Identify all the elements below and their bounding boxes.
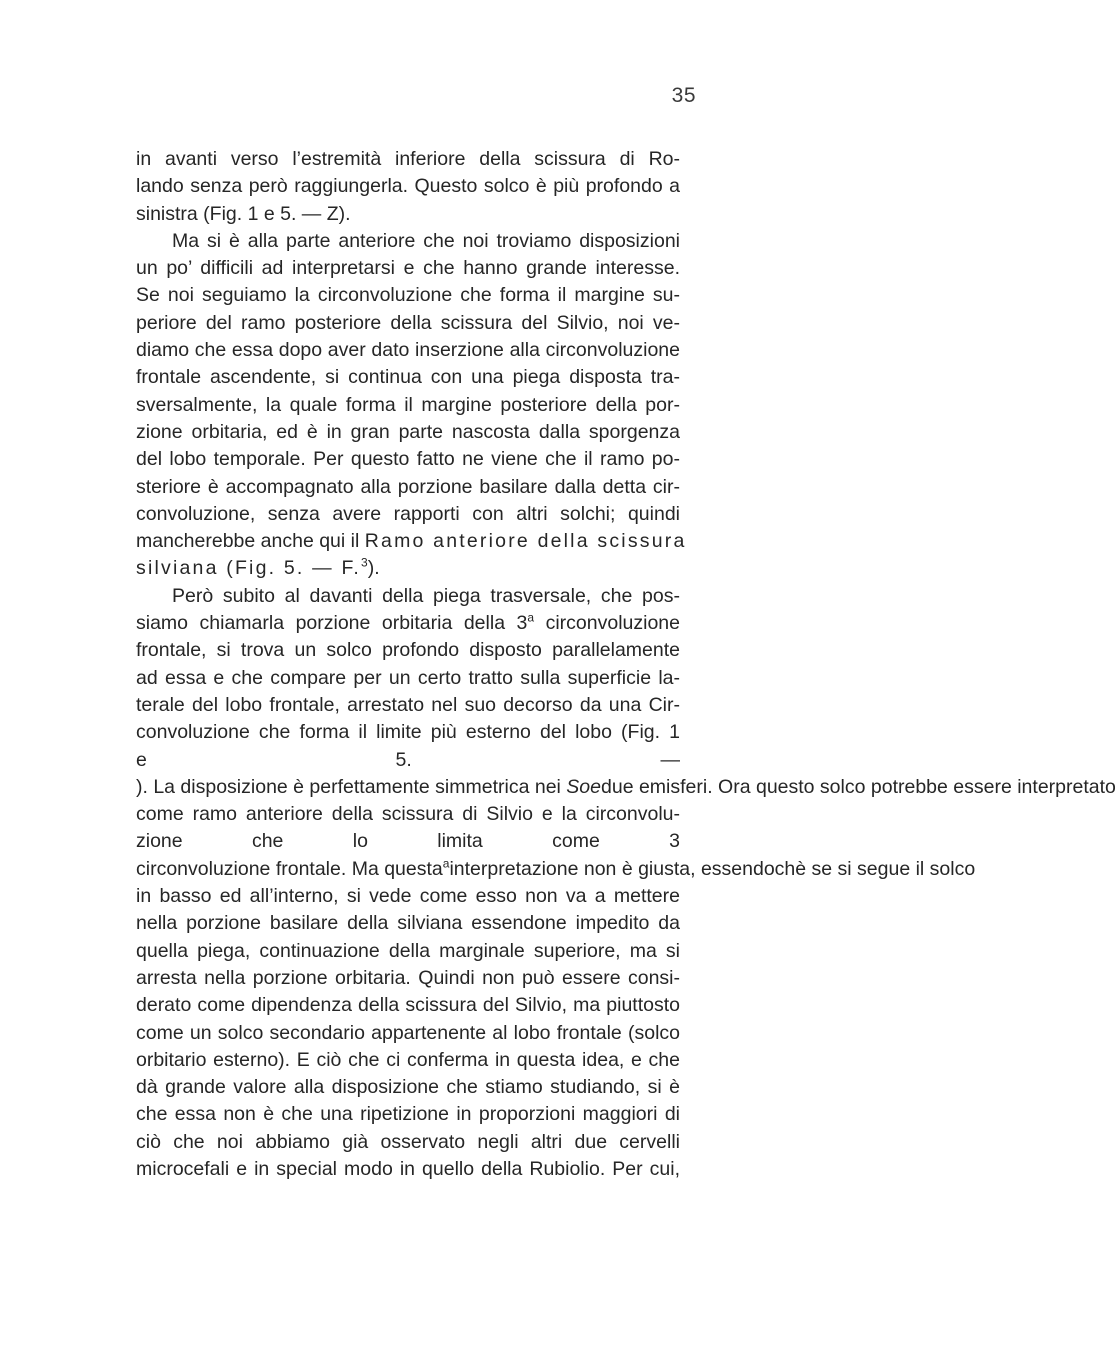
text-line: in basso ed all’interno, si vede come esso non va a mettere (136, 885, 680, 908)
text-line: Però subito al davanti della piega trasversale, che pos- (172, 584, 680, 607)
text-line: ciò che noi abbiamo già osservato negli altri due cervelli (136, 1130, 680, 1153)
superscript: a (442, 856, 450, 871)
text-segment: circonvoluzione frontale. Ma questa (136, 857, 443, 880)
text-line: frontale ascendente, si continua con una piega disposta tra- (136, 366, 680, 389)
text-line: steriore è accompagnato alla porzione basilare dalla detta cir- (136, 475, 680, 498)
text-segment: interpretazione non è giusta, essendochè se si segue il solco (449, 857, 976, 880)
superscript: 3 (361, 555, 368, 570)
superscript: a (527, 610, 535, 625)
emphasized-term: Ramo anteriore della scissura (364, 530, 687, 553)
text-line: microcefali e in special modo in quello della Rubiolio. Per cui, (136, 1157, 680, 1180)
text-line: periore del ramo posteriore della scissura del Silvio, noi ve- (136, 311, 680, 334)
text-line: convoluzione che forma il limite più esterno del lobo (Fig. 1 (136, 721, 680, 744)
text-segment: circonvoluzione (534, 612, 680, 635)
text-line: quella piega, continuazione della marginale superiore, ma si (136, 939, 680, 962)
text-line: del lobo temporale. Per questo fatto ne viene che il ramo po- (136, 448, 680, 471)
text-line (136, 610, 680, 637)
text-line (136, 555, 680, 582)
text-segment: mancherebbe anche qui il (136, 530, 360, 553)
italic-label: Soe (566, 775, 601, 798)
text-line: sversalmente, la quale forma il margine posteriore della por- (136, 393, 680, 416)
text-line: convoluzione, senza avere rapporti con altri solchi; quindi (136, 502, 680, 525)
text-line: terale del lobo frontale, arrestato nel suo decorso da una Cir- (136, 693, 680, 716)
page-number: 35 (671, 84, 696, 107)
text-line: zione che lo limita come 3 (136, 830, 680, 853)
text-line: ad essa e che compare per un certo tratto sulla superficie la- (136, 666, 680, 689)
text-line: come un solco secondario appartenente al lobo frontale (solco (136, 1021, 680, 1044)
text-line: che essa non è che una ripetizione in proporzioni maggiori di (136, 1103, 680, 1126)
body-text (136, 146, 1116, 1211)
text-line: derato come dipendenza della scissura del Silvio, ma piuttosto (136, 994, 680, 1017)
text-line: Ma si è alla parte anteriore che noi troviamo disposizioni (172, 229, 680, 252)
text-line: come ramo anteriore della scissura di Silvio e la circonvolu- (136, 803, 680, 826)
text-line: dà grande valore alla disposizione che stiamo studiando, si è (136, 1076, 680, 1099)
text-line (136, 774, 1116, 801)
text-segment: ). La disposizione è perfettamente simmetrica nei (136, 775, 561, 798)
text-line: frontale, si trova un solco profondo disposto parallelamente (136, 639, 680, 662)
text-line: nella porzione basilare della silviana essendone impedito da (136, 912, 680, 935)
text-line: sinistra (Fig. 1 e 5. — Z). (136, 202, 351, 225)
text-line: diamo che essa dopo aver dato inserzione alla circonvoluzione (136, 339, 680, 362)
text-line (136, 528, 687, 555)
text-line (136, 1183, 680, 1210)
text-segment: due emisferi. Ora questo solco potrebbe essere interpretato (601, 775, 1116, 798)
text-line: lando senza però raggiungerla. Questo solco è più profondo a (136, 175, 680, 198)
text-line: in avanti verso l’estremità inferiore della scissura di Ro- (136, 148, 680, 170)
text-line (136, 856, 976, 883)
text-line: zione orbitaria, ed è in gran parte nascosta dalla sporgenza (136, 420, 680, 443)
text-segment: ). (367, 557, 380, 580)
text-line: arresta nella porzione orbitaria. Quindi non può essere consi- (136, 966, 680, 989)
text-segment: silviana (Fig. 5. — F. (136, 557, 362, 580)
text-line: e 5. — (136, 748, 680, 771)
text-line: Se noi seguiamo la circonvoluzione che forma il margine su- (136, 284, 680, 307)
text-segment: siamo chiamarla porzione orbitaria della 3 (136, 612, 528, 635)
text-line: un po’ difficili ad interpretarsi e che hanno grande interesse. (136, 257, 680, 280)
text-line: orbitario esterno). E ciò che ci conferma in questa idea, e che (136, 1048, 680, 1071)
